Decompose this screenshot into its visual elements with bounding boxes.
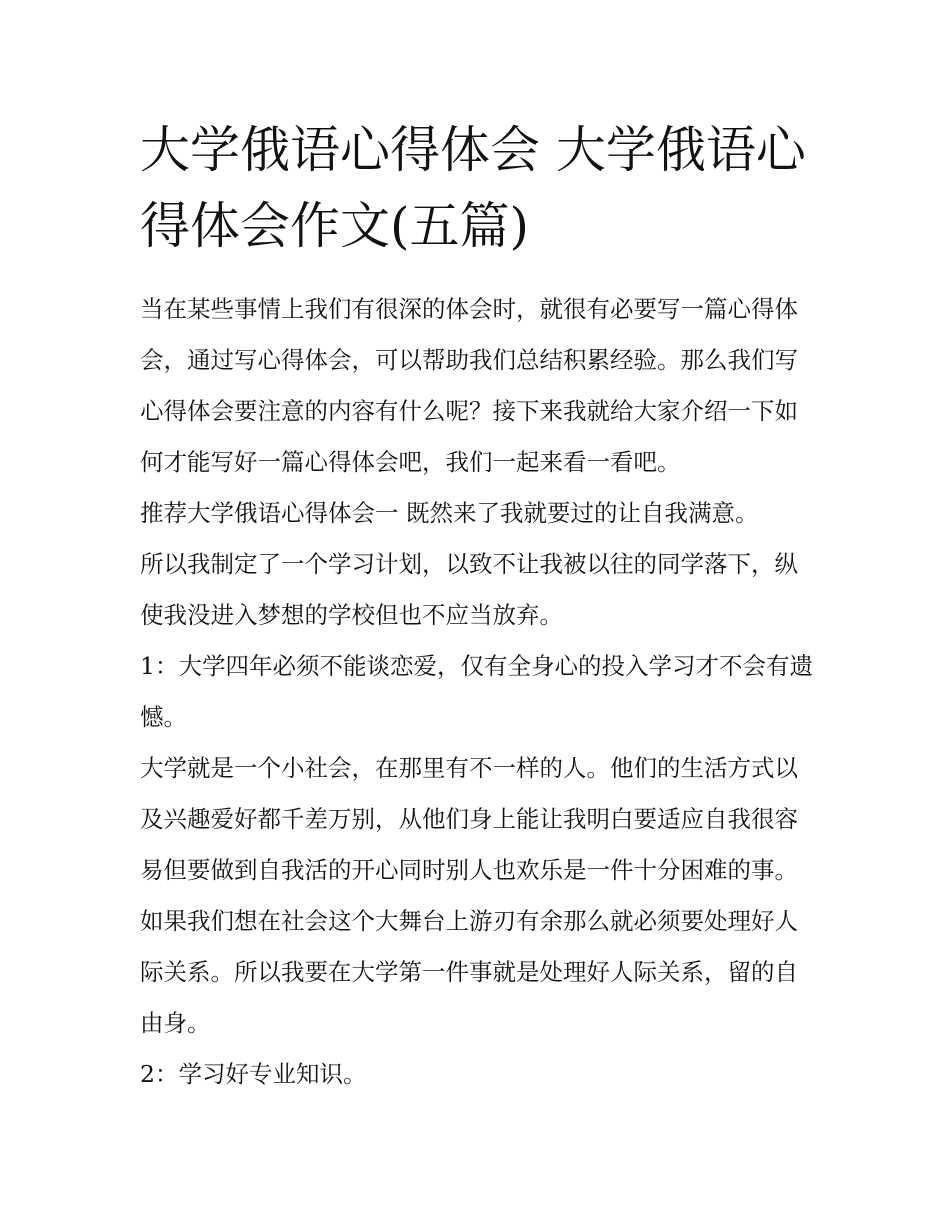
paragraph-plan: 所以我制定了一个学习计划，以致不让我被以往的同学落下，纵使我没进入梦想的学校但也不应当放弃。 [140,550,798,629]
paragraph-recommend: 推荐大学俄语心得体会一 既然来了我就要过的让自我满意。 [140,499,759,527]
paragraph-point-2: 2：学习好专业知识。 [140,1060,367,1088]
paragraph-point-1: 1：大学四年必须不能谈恋爱，仅有全身心的投入学习才不会有遗憾。 [140,652,813,731]
paragraph-society: 大学就是一个小社会，在那里有不一样的人。他们的生活方式以及兴趣爱好都千差万别，从他们身上能让我明白要适应自我很容易但要做到自我活的开心同时别人也欢乐是一件十分困难的事。如果我们想在社会这个大舞台上游刃有余那么就必须要处理好人际关系。所以我要在大学第一件事就是处理好人际关系，留的自由身。 [140,754,798,1037]
document-content [140,112,820,1100]
paragraph-intro: 当在某些事情上我们有很深的体会时，就很有必要写一篇心得体会，通过写心得体会，可以帮助我们总结积累经验。那么我们写心得体会要注意的内容有什么呢？接下来我就给大家介绍一下如何才能写好一篇心得体会吧，我们一起来看一看吧。 [140,295,798,476]
document-title: 大学俄语心得体会 大学俄语心得体会作文(五篇) [140,121,806,255]
document-body [140,284,820,1100]
